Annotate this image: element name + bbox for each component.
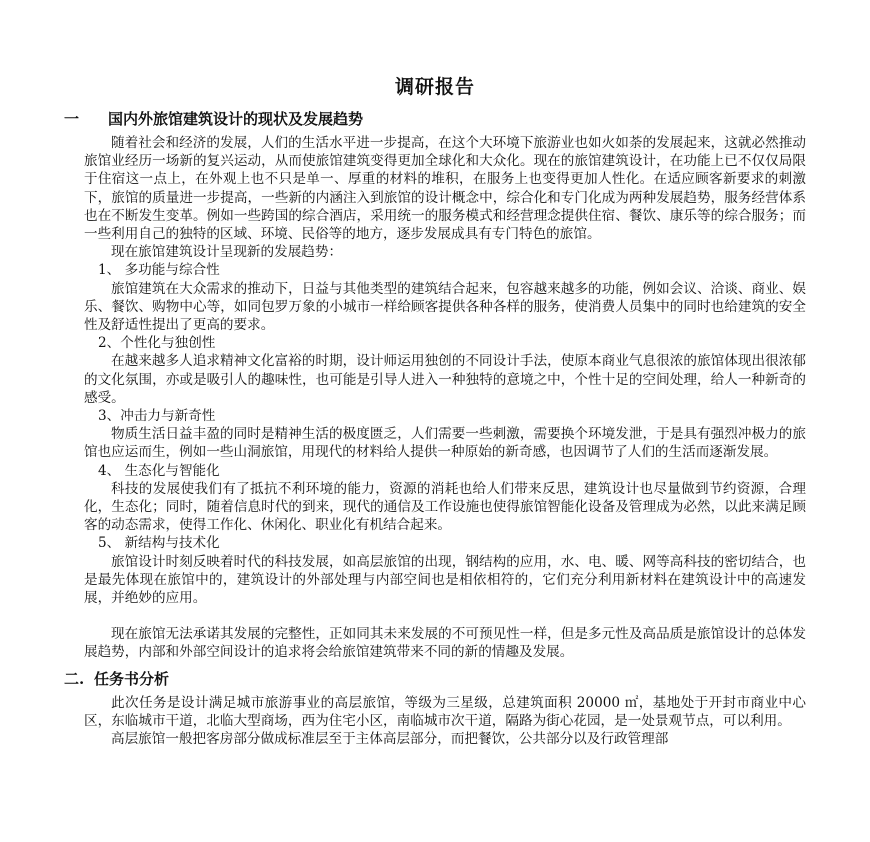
paragraph: 旅馆设计时刻反映着时代的科技发展，如高层旅馆的出现，钢结构的应用，水、电、暖、网等高科技的密切结合，也是最先体现在旅馆中的，建筑设计的外部处理与内部空间也是相依相符的，它们充分利用新材料在建筑设计中的高速发展，并绝妙的应用。 bbox=[84, 553, 806, 607]
list-item-heading: 2、个性化与独创性 bbox=[98, 335, 216, 352]
section-2-body bbox=[84, 694, 806, 749]
list-item-heading: 3、冲击力与新奇性 bbox=[98, 408, 216, 425]
paragraph: 现在旅馆建筑设计呈现新的发展趋势： bbox=[111, 244, 343, 261]
section-1-body bbox=[84, 134, 806, 662]
list-item-heading: 1、 多功能与综合性 bbox=[98, 262, 220, 279]
list-item-heading: 4、 生态化与智能化 bbox=[98, 462, 220, 479]
section-1-number: 一 bbox=[64, 110, 80, 128]
section-1-heading bbox=[64, 108, 809, 130]
paragraph: 科技的发展使我们有了抵抗不利环境的能力，资源的消耗也给人们带来反思，建筑设计也尽量做到节约资源，合理化，生态化；同时，随着信息时代的到来，现代的通信及工作设施也使得旅馆智能化设备及管理成为必然，以此来满足顾客的动态需求，使得工作化、休闲化、职业化有机结合起来。 bbox=[84, 480, 806, 534]
paragraph: 此次任务是设计满足城市旅游事业的高层旅馆，等级为三星级，总建筑面积 20000 ㎡，基地处于开封市商业中心区，东临城市干道，北临大型商场，西为住宅小区，南临城市次干道，隔路为街心花园，是一处景观节点，可以利用。 bbox=[84, 695, 806, 730]
paragraph: 在越来越多人追求精神文化富裕的时期，设计师运用独创的不同设计手法，使原本商业气息很浓的旅馆体现出很浓郁的文化氛围，亦或是吸引人的趣味性，也可能是引导人进入一种独特的意境之中，个性十足的空间处理，给人一种新奇的感受。 bbox=[84, 353, 806, 406]
paragraph: 现在旅馆无法承诺其发展的完整性，正如同其未来发展的不可预见性一样，但是多元性及高品质是旅馆设计的总体发展趋势，内部和外部空间设计的追求将会给旅馆建筑带来不同的新的情趣及发展。 bbox=[84, 626, 806, 661]
paragraph: 物质生活日益丰盈的同时是精神生活的极度匮乏，人们需要一些刺激，需要换个环境发泄，于是具有强烈冲极力的旅馆也应运而生，例如一些山洞旅馆，用现代的材料给人提供一种原始的新奇感，也因调节了人们的生活而逐渐发展。 bbox=[84, 426, 806, 461]
paragraph: 随着社会和经济的发展，人们的生活水平进一步提高，在这个大环境下旅游业也如火如荼的发展起来，这就必然推动旅馆业经历一场新的复兴运动，从而使旅馆建筑变得更加全球化和大众化。现在的旅馆建筑设计，在功能上已不仅仅局限于住宿这一点上，在外观上也不只是单一、厚重的材料的堆积，在服务上也变得更加人性化。在适应顾客新要求的刺激下，旅馆的质量进一步提高，一些新的内涵注入到旅馆的设计概念中，综合化和专门化成为两种发展趋势，服务经营体系也在不断发生变革。例如一些跨国的综合酒店，采用统一的服务模式和经营理念提供住宿、餐饮、康乐等的综合服务；而一些利用自己的独特的区域、环境、民俗等的地方，逐步发展成具有专门特色的旅馆。 bbox=[84, 135, 806, 243]
section-2-heading bbox=[64, 668, 809, 690]
list-item-heading: 5、 新结构与技术化 bbox=[98, 535, 220, 552]
paragraph: 高层旅馆一般把客房部分做成标准层至于主体高层部分，而把餐饮，公共部分以及行政管理部 bbox=[111, 731, 669, 748]
document-title: 调研报告 bbox=[394, 76, 475, 98]
section-1-title: 国内外旅馆建筑设计的现状及发展趋势 bbox=[108, 110, 364, 128]
paragraph: 旅馆建筑在大众需求的推动下，日益与其他类型的建筑结合起来，包容越来越多的功能，例如会议、洽谈、商业、娱乐、餐饮、购物中心等，如同包罗万象的小城市一样给顾客提供各种各样的服务，使消费人员集中的同时也给建筑的安全性及舒适性提出了更高的要求。 bbox=[84, 280, 806, 334]
section-2-title: 任务书分析 bbox=[94, 670, 170, 688]
section-2-number: 二. bbox=[64, 670, 85, 688]
